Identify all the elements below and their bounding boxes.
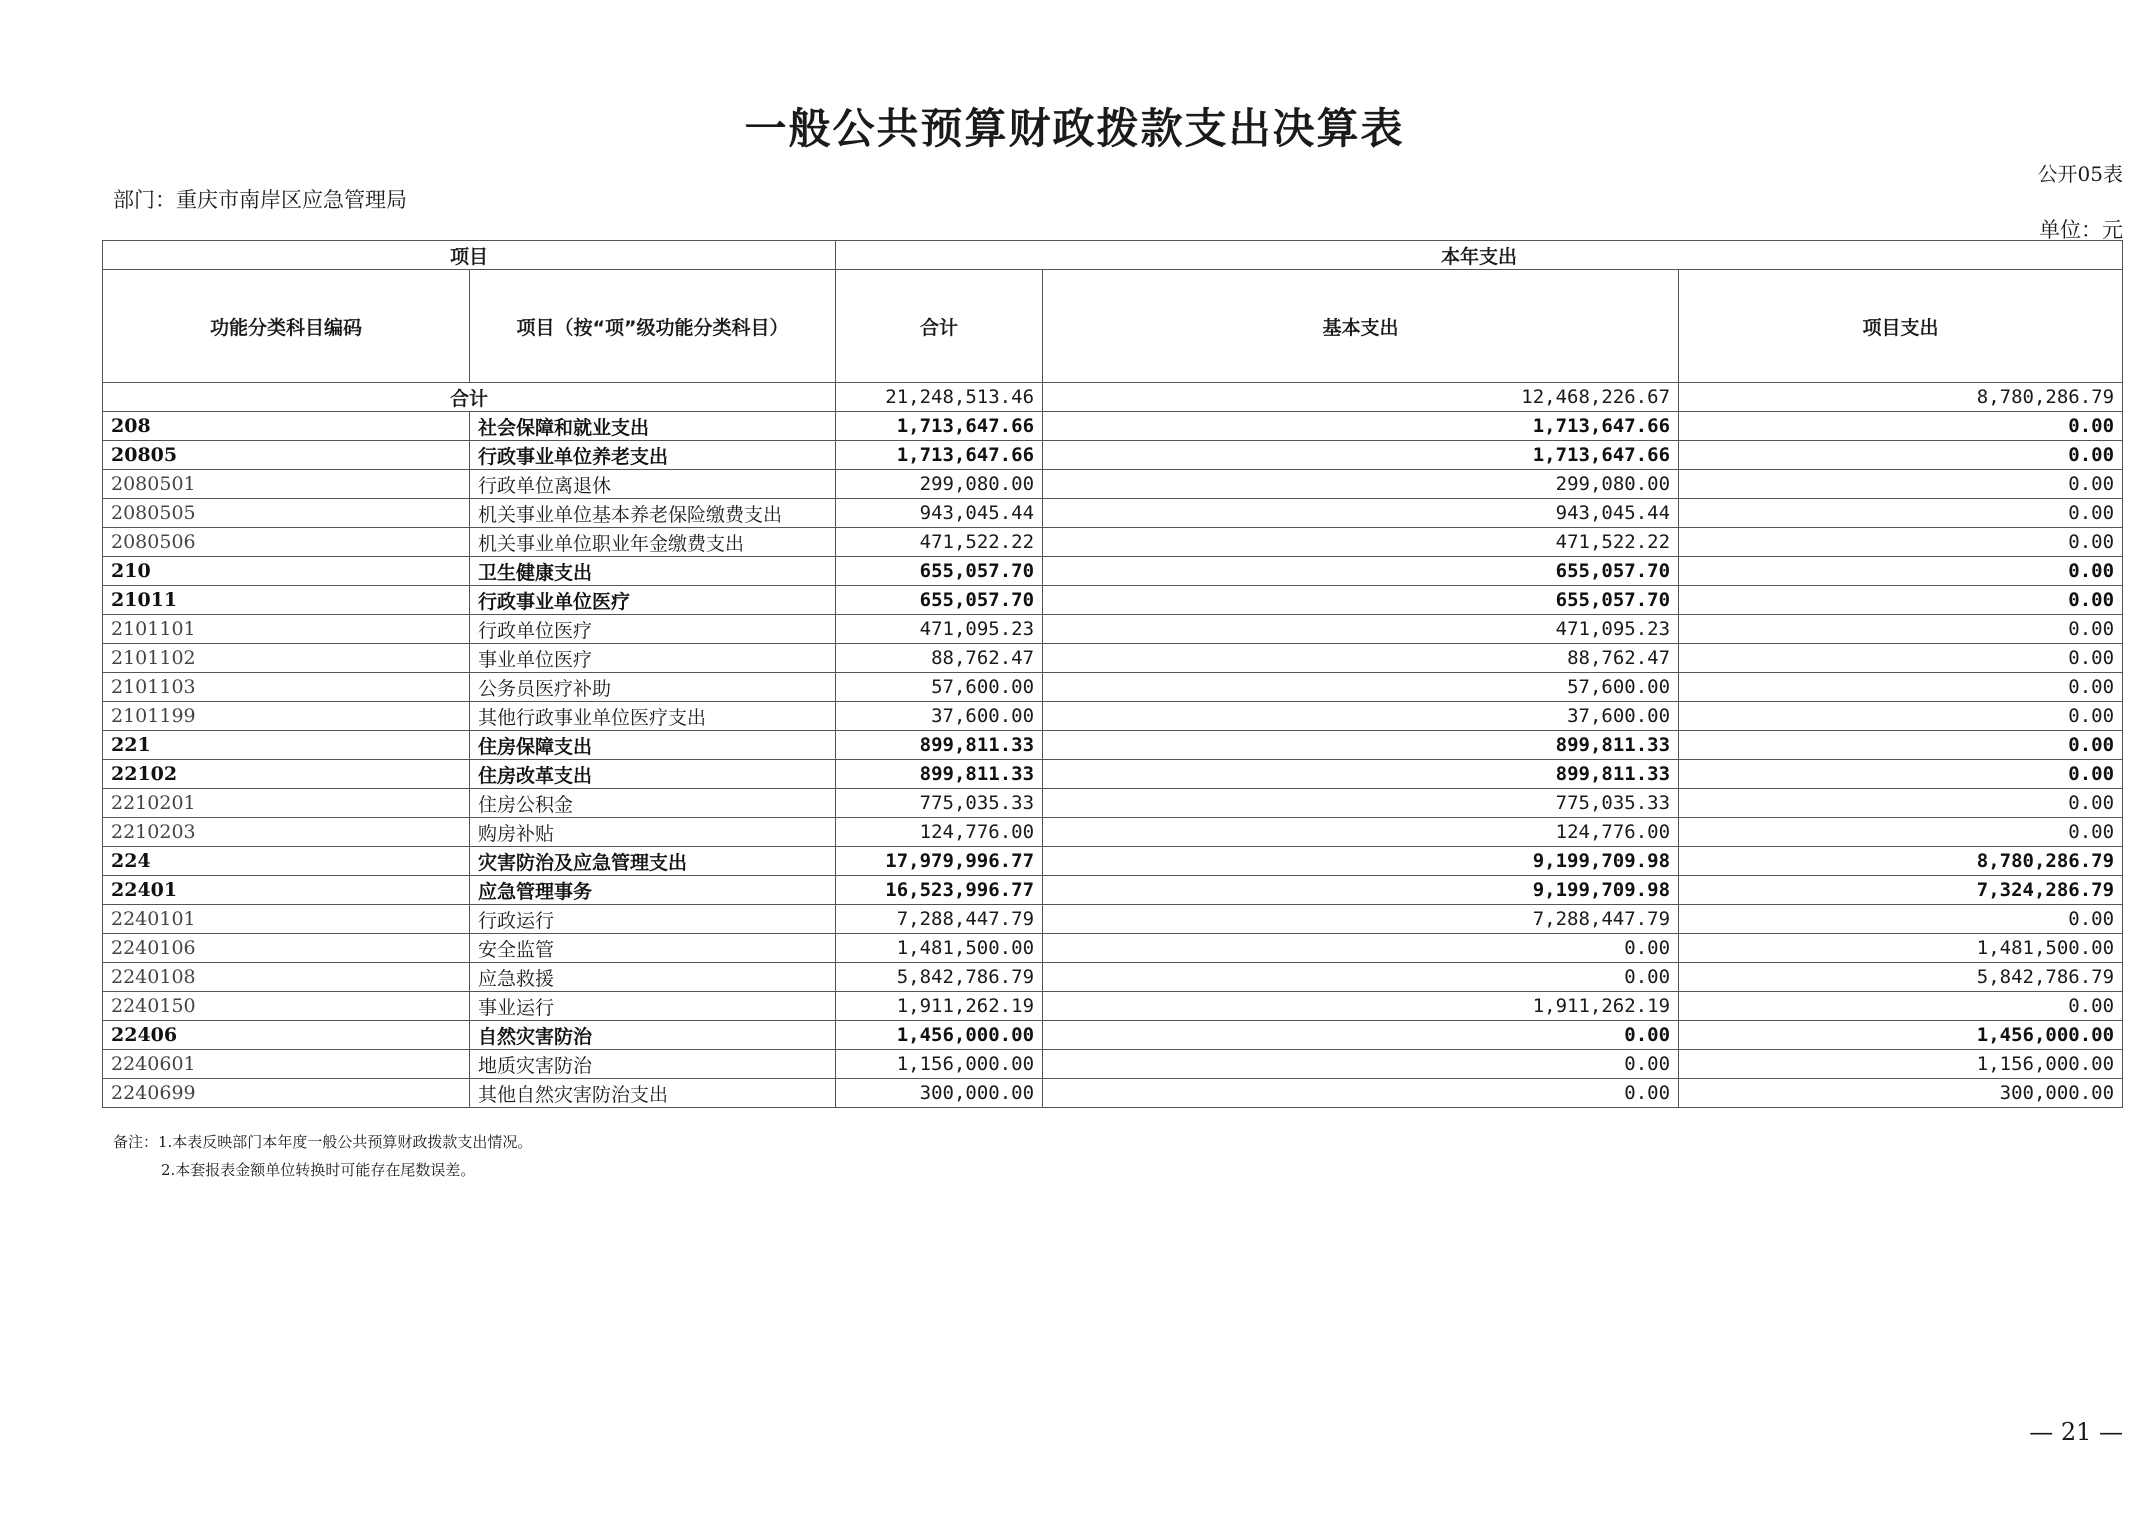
row-name: 公务员医疗补助 xyxy=(470,673,836,702)
row-project: 5,842,786.79 xyxy=(1679,963,2123,992)
row-basic: 655,057.70 xyxy=(1043,586,1679,615)
row-name: 行政单位医疗 xyxy=(470,615,836,644)
page-number: — 21 — xyxy=(2029,1418,2123,1446)
row-code: 2240601 xyxy=(103,1050,470,1079)
row-basic: 88,762.47 xyxy=(1043,644,1679,673)
row-total: 655,057.70 xyxy=(836,557,1043,586)
expenditure-table xyxy=(102,240,2123,1108)
row-total: 1,481,500.00 xyxy=(836,934,1043,963)
row-name: 灾害防治及应急管理支出 xyxy=(470,847,836,876)
row-name: 行政事业单位养老支出 xyxy=(470,441,836,470)
row-code: 22102 xyxy=(103,760,470,789)
total-row xyxy=(103,383,2123,412)
row-project: 0.00 xyxy=(1679,528,2123,557)
row-total: 899,811.33 xyxy=(836,731,1043,760)
row-name: 事业单位医疗 xyxy=(470,644,836,673)
row-code: 221 xyxy=(103,731,470,760)
row-total: 88,762.47 xyxy=(836,644,1043,673)
table-row xyxy=(103,934,2123,963)
row-basic: 0.00 xyxy=(1043,963,1679,992)
table-row xyxy=(103,615,2123,644)
table-row xyxy=(103,876,2123,905)
row-basic: 0.00 xyxy=(1043,934,1679,963)
row-code: 2080501 xyxy=(103,470,470,499)
column-header-code: 功能分类科目编码 xyxy=(103,270,470,383)
row-basic: 0.00 xyxy=(1043,1021,1679,1050)
row-total: 5,842,786.79 xyxy=(836,963,1043,992)
row-project: 0.00 xyxy=(1679,905,2123,934)
table-row xyxy=(103,1021,2123,1050)
column-header-row xyxy=(103,270,2123,383)
row-total: 471,095.23 xyxy=(836,615,1043,644)
table-row xyxy=(103,586,2123,615)
row-name: 住房公积金 xyxy=(470,789,836,818)
row-project: 0.00 xyxy=(1679,789,2123,818)
row-code: 2101102 xyxy=(103,644,470,673)
row-basic: 899,811.33 xyxy=(1043,731,1679,760)
row-code: 224 xyxy=(103,847,470,876)
row-code: 2240108 xyxy=(103,963,470,992)
row-name: 行政运行 xyxy=(470,905,836,934)
total-project: 8,780,286.79 xyxy=(1679,383,2123,412)
row-project: 0.00 xyxy=(1679,760,2123,789)
row-project: 1,456,000.00 xyxy=(1679,1021,2123,1050)
row-basic: 471,522.22 xyxy=(1043,528,1679,557)
table-row xyxy=(103,528,2123,557)
row-total: 1,911,262.19 xyxy=(836,992,1043,1021)
table-row xyxy=(103,1079,2123,1108)
row-code: 21011 xyxy=(103,586,470,615)
row-code: 2240699 xyxy=(103,1079,470,1108)
row-basic: 124,776.00 xyxy=(1043,818,1679,847)
row-code: 22406 xyxy=(103,1021,470,1050)
row-total: 124,776.00 xyxy=(836,818,1043,847)
row-code: 20805 xyxy=(103,441,470,470)
row-name: 应急管理事务 xyxy=(470,876,836,905)
row-code: 2240106 xyxy=(103,934,470,963)
table-row xyxy=(103,818,2123,847)
row-basic: 57,600.00 xyxy=(1043,673,1679,702)
row-basic: 1,713,647.66 xyxy=(1043,441,1679,470)
row-basic: 775,035.33 xyxy=(1043,789,1679,818)
column-header-basic: 基本支出 xyxy=(1043,270,1679,383)
table-row xyxy=(103,847,2123,876)
row-project: 7,324,286.79 xyxy=(1679,876,2123,905)
row-project: 0.00 xyxy=(1679,412,2123,441)
table-row xyxy=(103,1050,2123,1079)
row-basic: 9,199,709.98 xyxy=(1043,847,1679,876)
row-name: 行政单位离退休 xyxy=(470,470,836,499)
row-name: 其他自然灾害防治支出 xyxy=(470,1079,836,1108)
row-code: 2101199 xyxy=(103,702,470,731)
row-name: 安全监管 xyxy=(470,934,836,963)
row-total: 16,523,996.77 xyxy=(836,876,1043,905)
row-name: 地质灾害防治 xyxy=(470,1050,836,1079)
column-header-name: 项目（按“项”级功能分类科目） xyxy=(470,270,836,383)
row-project: 1,156,000.00 xyxy=(1679,1050,2123,1079)
row-total: 943,045.44 xyxy=(836,499,1043,528)
row-basic: 299,080.00 xyxy=(1043,470,1679,499)
table-row xyxy=(103,557,2123,586)
row-basic: 943,045.44 xyxy=(1043,499,1679,528)
row-basic: 37,600.00 xyxy=(1043,702,1679,731)
row-name: 行政事业单位医疗 xyxy=(470,586,836,615)
row-code: 2101101 xyxy=(103,615,470,644)
row-project: 8,780,286.79 xyxy=(1679,847,2123,876)
row-code: 2240150 xyxy=(103,992,470,1021)
row-name: 住房改革支出 xyxy=(470,760,836,789)
row-basic: 471,095.23 xyxy=(1043,615,1679,644)
row-code: 2080505 xyxy=(103,499,470,528)
row-basic: 1,713,647.66 xyxy=(1043,412,1679,441)
row-basic: 655,057.70 xyxy=(1043,557,1679,586)
row-total: 1,156,000.00 xyxy=(836,1050,1043,1079)
table-row xyxy=(103,992,2123,1021)
table-row xyxy=(103,644,2123,673)
row-project: 0.00 xyxy=(1679,673,2123,702)
row-total: 37,600.00 xyxy=(836,702,1043,731)
row-project: 1,481,500.00 xyxy=(1679,934,2123,963)
row-code: 208 xyxy=(103,412,470,441)
row-total: 655,057.70 xyxy=(836,586,1043,615)
row-code: 2101103 xyxy=(103,673,470,702)
row-name: 事业运行 xyxy=(470,992,836,1021)
row-total: 17,979,996.77 xyxy=(836,847,1043,876)
row-basic: 7,288,447.79 xyxy=(1043,905,1679,934)
table-row xyxy=(103,702,2123,731)
row-project: 0.00 xyxy=(1679,818,2123,847)
total-label: 合计 xyxy=(103,383,836,412)
row-name: 自然灾害防治 xyxy=(470,1021,836,1050)
row-total: 775,035.33 xyxy=(836,789,1043,818)
row-code: 2210201 xyxy=(103,789,470,818)
row-code: 2080506 xyxy=(103,528,470,557)
department-label: 部门：重庆市南岸区应急管理局 xyxy=(113,188,407,212)
row-project: 0.00 xyxy=(1679,441,2123,470)
table-row xyxy=(103,499,2123,528)
row-code: 210 xyxy=(103,557,470,586)
row-name: 其他行政事业单位医疗支出 xyxy=(470,702,836,731)
row-total: 1,456,000.00 xyxy=(836,1021,1043,1050)
row-project: 0.00 xyxy=(1679,731,2123,760)
table-row xyxy=(103,789,2123,818)
row-name: 机关事业单位基本养老保险缴费支出 xyxy=(470,499,836,528)
row-basic: 0.00 xyxy=(1043,1079,1679,1108)
row-total: 471,522.22 xyxy=(836,528,1043,557)
table-row xyxy=(103,731,2123,760)
row-code: 2210203 xyxy=(103,818,470,847)
row-total: 300,000.00 xyxy=(836,1079,1043,1108)
row-project: 0.00 xyxy=(1679,499,2123,528)
table-row xyxy=(103,412,2123,441)
table-row xyxy=(103,441,2123,470)
header-group-left: 项目 xyxy=(103,241,836,270)
header-group-right: 本年支出 xyxy=(836,241,2123,270)
row-name: 应急救援 xyxy=(470,963,836,992)
row-total: 7,288,447.79 xyxy=(836,905,1043,934)
row-name: 社会保障和就业支出 xyxy=(470,412,836,441)
total-sum: 21,248,513.46 xyxy=(836,383,1043,412)
row-project: 0.00 xyxy=(1679,615,2123,644)
row-project: 0.00 xyxy=(1679,586,2123,615)
note-line-2: 2.本套报表金额单位转换时可能存在尾数误差。 xyxy=(161,1161,476,1179)
total-basic: 12,468,226.67 xyxy=(1043,383,1679,412)
table-row xyxy=(103,673,2123,702)
table-row xyxy=(103,963,2123,992)
row-total: 1,713,647.66 xyxy=(836,412,1043,441)
table-row xyxy=(103,760,2123,789)
column-header-project: 项目支出 xyxy=(1679,270,2123,383)
unit-label: 单位：元 xyxy=(2039,218,2123,242)
row-project: 0.00 xyxy=(1679,470,2123,499)
row-total: 899,811.33 xyxy=(836,760,1043,789)
row-name: 机关事业单位职业年金缴费支出 xyxy=(470,528,836,557)
row-basic: 0.00 xyxy=(1043,1050,1679,1079)
row-name: 购房补贴 xyxy=(470,818,836,847)
row-name: 卫生健康支出 xyxy=(470,557,836,586)
table-row xyxy=(103,905,2123,934)
document-title: 一般公共预算财政拨款支出决算表 xyxy=(744,104,1405,153)
row-project: 0.00 xyxy=(1679,702,2123,731)
row-basic: 9,199,709.98 xyxy=(1043,876,1679,905)
row-total: 299,080.00 xyxy=(836,470,1043,499)
column-header-total: 合计 xyxy=(836,270,1043,383)
row-project: 0.00 xyxy=(1679,644,2123,673)
form-number: 公开05表 xyxy=(2037,162,2123,186)
row-code: 22401 xyxy=(103,876,470,905)
row-total: 57,600.00 xyxy=(836,673,1043,702)
row-code: 2240101 xyxy=(103,905,470,934)
row-project: 300,000.00 xyxy=(1679,1079,2123,1108)
row-basic: 1,911,262.19 xyxy=(1043,992,1679,1021)
header-group-row xyxy=(103,241,2123,270)
row-project: 0.00 xyxy=(1679,992,2123,1021)
row-total: 1,713,647.66 xyxy=(836,441,1043,470)
note-line-1: 备注：1.本表反映部门本年度一般公共预算财政拨款支出情况。 xyxy=(113,1133,533,1151)
row-name: 住房保障支出 xyxy=(470,731,836,760)
notes xyxy=(113,1128,532,1184)
table-row xyxy=(103,470,2123,499)
row-basic: 899,811.33 xyxy=(1043,760,1679,789)
row-project: 0.00 xyxy=(1679,557,2123,586)
